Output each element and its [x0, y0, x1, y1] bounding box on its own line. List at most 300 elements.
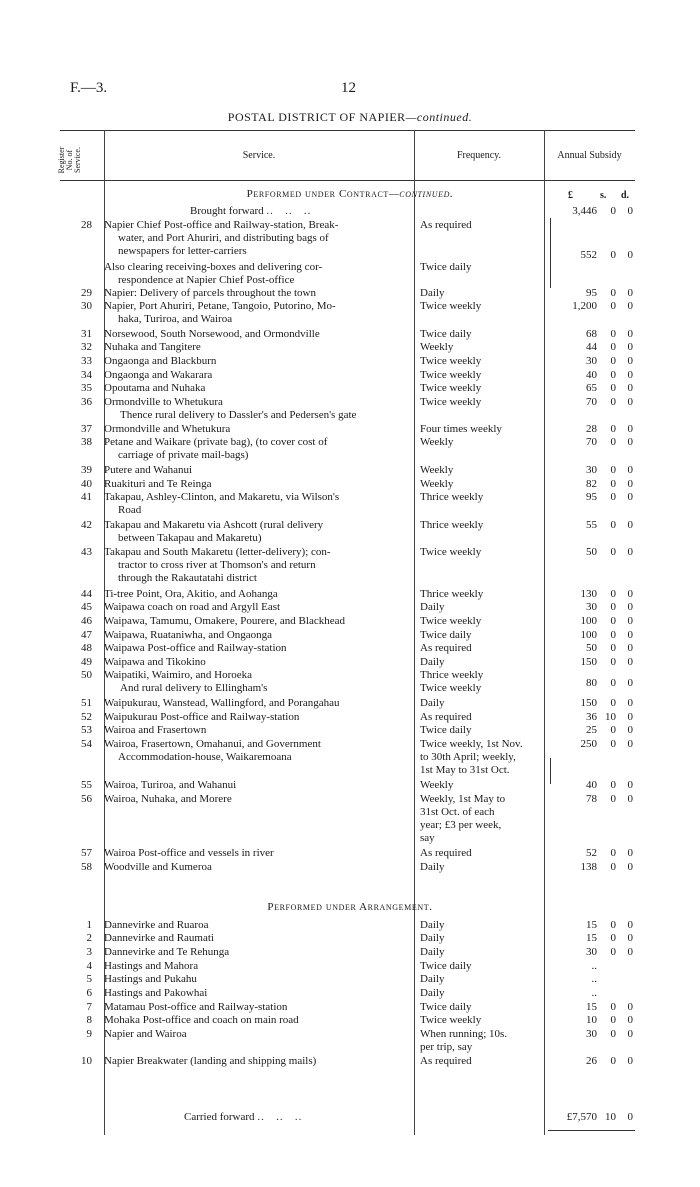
amount-shillings: 0: [610, 932, 616, 944]
service-description: [104, 382, 410, 395]
frequency-value: [420, 491, 540, 504]
amount-shillings: 0: [610, 629, 616, 641]
frequency-value: [420, 656, 540, 669]
frequency-line: As required: [420, 642, 472, 654]
frequency-line: Twice daily: [420, 960, 472, 972]
amount-pounds: 70: [586, 436, 597, 448]
document-code: F.—3.: [70, 80, 108, 96]
amount-pounds: 250: [580, 738, 597, 750]
total-rule: [548, 1130, 635, 1131]
frequency-value: [420, 355, 540, 368]
amount-shillings: 0: [610, 642, 616, 654]
register-column-header: [58, 140, 98, 180]
amount-pounds: 80: [586, 677, 597, 689]
amount-pounds: 30: [586, 355, 597, 367]
amount-pence: 0: [627, 932, 633, 944]
frequency-value: [420, 669, 540, 695]
amount-shillings: 0: [610, 464, 616, 476]
frequency-value: [420, 711, 540, 724]
service-line: Ruakituri and Te Reinga: [104, 478, 212, 490]
amount-pence: 0: [627, 1014, 633, 1026]
service-description: [104, 973, 410, 986]
register-number: 29: [81, 287, 92, 299]
amount-pounds: 3,446: [572, 205, 597, 217]
amount-shillings: 0: [610, 355, 616, 367]
amount-pence: 0: [627, 615, 633, 627]
register-number: 43: [81, 546, 92, 558]
frequency-line: Four times weekly: [420, 423, 502, 435]
amount-pence: 0: [627, 601, 633, 613]
register-number: 2: [86, 932, 92, 944]
amount-shillings: 0: [610, 341, 616, 353]
register-number: 28: [81, 219, 92, 231]
frequency-value: [420, 519, 540, 532]
register-number: 55: [81, 779, 92, 791]
service-description: [104, 779, 410, 792]
amount-shillings: 0: [610, 793, 616, 805]
frequency-line: As required: [420, 847, 472, 859]
amount-pence: 0: [627, 355, 633, 367]
amount-pounds: 138: [580, 861, 597, 873]
frequency-line: Twice weekly: [420, 1014, 482, 1026]
amount-shillings: 0: [610, 601, 616, 613]
frequency-value: [420, 300, 540, 313]
amount-pence: 0: [627, 861, 633, 873]
service-description: [104, 219, 410, 258]
frequency-line: Weekly: [420, 464, 454, 476]
amount-pence: 0: [627, 946, 633, 958]
brought-forward-text: Brought forward: [190, 205, 264, 217]
frequency-line: Daily: [420, 973, 445, 985]
frequency-line: Thrice weekly: [420, 588, 484, 600]
frequency-line: Daily: [420, 656, 445, 668]
amount-pounds: 10: [586, 1014, 597, 1026]
frequency-line: Twice daily: [420, 1001, 472, 1013]
frequency-value: [420, 946, 540, 959]
frequency-line: Twice weekly: [420, 546, 482, 558]
subsidy-brace: [550, 218, 551, 288]
frequency-value: [420, 341, 540, 354]
amount-pence: 0: [627, 711, 633, 723]
amount-shillings: 0: [610, 861, 616, 873]
page-number: 12: [341, 80, 356, 96]
register-number: 8: [86, 1014, 92, 1026]
frequency-line: to 30th April; weekly,: [420, 751, 516, 763]
amount-pounds: £7,570: [566, 1111, 597, 1123]
frequency-line: Thrice weekly: [420, 519, 484, 531]
amount-pence: 0: [627, 588, 633, 600]
frequency-line: Twice weekly: [420, 682, 482, 694]
frequency-value: [420, 328, 540, 341]
register-header-line: Register: [57, 146, 66, 174]
frequency-value: [420, 697, 540, 710]
amount-shillings: 0: [610, 382, 616, 394]
service-description: [104, 328, 410, 341]
amount-pounds: 150: [580, 656, 597, 668]
frequency-line: Twice daily: [420, 724, 472, 736]
service-line: Ongaonga and Wakarara: [104, 369, 213, 381]
frequency-value: [420, 861, 540, 874]
service-description: [104, 287, 410, 300]
amount-shillings: 0: [610, 588, 616, 600]
register-number: 30: [81, 300, 92, 312]
amount-shillings: 0: [610, 287, 616, 299]
register-number: 48: [81, 642, 92, 654]
amount-pounds: 15: [586, 919, 597, 931]
frequency-line: Thrice weekly: [420, 491, 484, 503]
frequency-line: Twice weekly, 1st Nov.: [420, 738, 523, 750]
frequency-line: Daily: [420, 946, 445, 958]
register-number: 38: [81, 436, 92, 448]
frequency-line: Daily: [420, 287, 445, 299]
frequency-line: Daily: [420, 861, 445, 873]
amount-shillings: 0: [610, 779, 616, 791]
frequency-value: [420, 779, 540, 792]
amount-pounds: 68: [586, 328, 597, 340]
column-divider-frequency: [544, 130, 545, 1135]
amount-pounds: 36: [586, 711, 597, 723]
amount-shillings: 0: [610, 677, 616, 689]
service-line: through the Rakautatahi district: [118, 572, 257, 584]
service-line: Dannevirke and Ruaroa: [104, 919, 209, 931]
register-number: 49: [81, 656, 92, 668]
amount-pence: 0: [627, 464, 633, 476]
frequency-line: Daily: [420, 932, 445, 944]
service-line: Wairoa, Frasertown, Omahanui, and Government: [104, 738, 321, 750]
amount-shillings: 0: [610, 724, 616, 736]
register-number: 57: [81, 847, 92, 859]
title-text: POSTAL DISTRICT OF NAPIER: [227, 110, 406, 124]
service-line: Ormondville and Whetukura: [104, 423, 231, 435]
amount-shillings: 0: [610, 423, 616, 435]
service-line: respondence at Napier Chief Post-office: [118, 274, 295, 286]
service-line: And rural delivery to Ellingham's: [120, 682, 268, 694]
service-description: [104, 1028, 410, 1041]
amount-shillings: 0: [610, 519, 616, 531]
amount-pounds: 30: [586, 601, 597, 613]
service-line: water, and Port Ahuriri, and distributing bags of: [118, 232, 329, 244]
subsidy-column-header: Annual Subsidy: [557, 150, 622, 161]
register-number: 56: [81, 793, 92, 805]
amount-pence: 0: [627, 396, 633, 408]
register-number: 34: [81, 369, 92, 381]
register-number: 4: [86, 960, 92, 972]
frequency-value: [420, 1055, 540, 1068]
amount-pounds: 15: [586, 932, 597, 944]
frequency-value: [420, 987, 540, 1000]
service-description: [104, 919, 410, 932]
register-number: 1: [86, 919, 92, 931]
frequency-line: As required: [420, 219, 472, 231]
service-line: Ormondville to Whetukura: [104, 396, 223, 408]
service-description: [104, 300, 410, 326]
frequency-line: Twice weekly: [420, 355, 482, 367]
amount-shillings: 0: [610, 615, 616, 627]
frequency-value: [420, 919, 540, 932]
page-title: [0, 110, 700, 125]
service-description: [104, 960, 410, 973]
service-line: Napier and Wairoa: [104, 1028, 187, 1040]
amount-pence: 0: [627, 629, 633, 641]
register-number: 58: [81, 861, 92, 873]
service-description: [104, 436, 410, 462]
register-number: 5: [86, 973, 92, 985]
frequency-line: Twice weekly: [420, 382, 482, 394]
service-description: [104, 724, 410, 737]
service-description: [104, 847, 410, 860]
register-number: 36: [81, 396, 92, 408]
amount-pounds: 100: [580, 629, 597, 641]
service-line: Opoutama and Nuhaka: [104, 382, 206, 394]
service-description: [104, 946, 410, 959]
service-line: Hastings and Mahora: [104, 960, 199, 972]
amount-shillings: 0: [610, 300, 616, 312]
amount-pence: 0: [627, 919, 633, 931]
amount-pounds: 95: [586, 287, 597, 299]
section-heading-arrangement: Performed under Arrangement.: [267, 901, 433, 913]
amount-pence: 0: [627, 1001, 633, 1013]
amount-shillings: 0: [610, 1028, 616, 1040]
service-line: Woodville and Kumeroa: [104, 861, 212, 873]
frequency-value: [420, 464, 540, 477]
amount-pounds: 1,200: [572, 300, 597, 312]
service-line: Waipawa and Tikokino: [104, 656, 206, 668]
service-description: [104, 793, 410, 806]
frequency-value: [420, 1014, 540, 1027]
leader-dots: .. .. ..: [257, 1111, 303, 1123]
service-line: Wairoa, Nuhaka, and Morere: [104, 793, 232, 805]
amount-pence: 0: [627, 300, 633, 312]
title-suffix: —continued.: [405, 110, 473, 124]
frequency-line: 1st May to 31st Oct.: [420, 764, 510, 776]
frequency-value: [420, 738, 540, 777]
amount-pounds: 50: [586, 546, 597, 558]
register-number: 32: [81, 341, 92, 353]
service-line: between Takapau and Makaretu): [118, 532, 262, 544]
section-label: Performed under Contract: [246, 188, 389, 200]
amount-pence: 0: [627, 793, 633, 805]
service-line: Napier: Delivery of parcels throughout the town: [104, 287, 316, 299]
frequency-line: Twice weekly: [420, 300, 482, 312]
register-number: 46: [81, 615, 92, 627]
amount-pounds: ..: [591, 960, 597, 972]
frequency-value: [420, 960, 540, 973]
frequency-line: Twice daily: [420, 261, 472, 273]
amount-pence: 0: [627, 369, 633, 381]
frequency-line: Twice daily: [420, 629, 472, 641]
service-description: [104, 491, 410, 517]
brought-forward-label: [104, 205, 452, 218]
service-line: Dannevirke and Te Rehunga: [104, 946, 230, 958]
frequency-column-header: Frequency.: [456, 150, 502, 161]
service-line: Waipukurau Post-office and Railway-station: [104, 711, 300, 723]
service-description: [104, 1014, 410, 1027]
leader-dots: .. .. ..: [266, 205, 312, 217]
service-description: [104, 601, 410, 614]
carried-forward-label: [104, 1111, 452, 1124]
amount-pounds: 30: [586, 464, 597, 476]
unit-pence: d.: [621, 190, 630, 201]
amount-pence: 0: [627, 546, 633, 558]
amount-pence: 0: [627, 287, 633, 299]
service-description: [104, 546, 410, 585]
service-line: Waipawa, Tamumu, Omakere, Pourere, and Blackhead: [104, 615, 345, 627]
service-description: [104, 588, 410, 601]
amount-pence: 0: [627, 677, 633, 689]
amount-pounds: 25: [586, 724, 597, 736]
amount-pence: 0: [627, 328, 633, 340]
amount-pence: 0: [627, 642, 633, 654]
service-line: Waipawa Post-office and Railway-station: [104, 642, 287, 654]
service-description: [104, 656, 410, 669]
amount-pounds: 55: [586, 519, 597, 531]
service-line: Napier, Port Ahuriri, Petane, Tangoio, Putorino, Mo-: [104, 300, 336, 312]
service-description: [104, 629, 410, 642]
frequency-value: [420, 423, 540, 436]
amount-pounds: 82: [586, 478, 597, 490]
frequency-value: [420, 1001, 540, 1014]
frequency-value: [420, 615, 540, 628]
amount-shillings: 0: [610, 205, 616, 217]
amount-shillings: 0: [610, 396, 616, 408]
amount-shillings: 0: [610, 328, 616, 340]
service-description: [104, 369, 410, 382]
table-header-rule: [60, 180, 635, 181]
frequency-line: year; £3 per week,: [420, 819, 502, 831]
amount-pounds: 30: [586, 946, 597, 958]
register-number: 54: [81, 738, 92, 750]
register-number: 44: [81, 588, 92, 600]
frequency-line: Weekly: [420, 478, 454, 490]
service-line: Hastings and Pakowhai: [104, 987, 208, 999]
amount-shillings: 0: [610, 1001, 616, 1013]
register-header-line: Service.: [73, 147, 82, 173]
service-line: newspapers for letter-carriers: [118, 245, 247, 257]
amount-pounds: 78: [586, 793, 597, 805]
amount-pounds: 552: [580, 249, 597, 261]
amount-pounds: 28: [586, 423, 597, 435]
amount-pence: 0: [627, 1028, 633, 1040]
service-description: [104, 519, 410, 545]
amount-pence: 0: [627, 1055, 633, 1067]
frequency-line: per trip, say: [420, 1041, 473, 1053]
unit-shillings: s.: [600, 190, 607, 201]
service-description: [104, 396, 410, 422]
service-description: [104, 669, 410, 695]
service-line: Norsewood, South Norsewood, and Ormondville: [104, 328, 320, 340]
service-line: Takapau and Makaretu via Ashcott (rural delivery: [104, 519, 324, 531]
service-line: Napier Chief Post-office and Railway-station, Break-: [104, 219, 339, 231]
service-description: [104, 464, 410, 477]
service-line: Also clearing receiving-boxes and delivering cor-: [104, 261, 323, 273]
service-line: Ongaonga and Blackburn: [104, 355, 217, 367]
register-number: 6: [86, 987, 92, 999]
frequency-value: [420, 973, 540, 986]
amount-pounds: 65: [586, 382, 597, 394]
subsidy-brace: [550, 758, 551, 784]
service-line: Nuhaka and Tangitere: [104, 341, 201, 353]
amount-pounds: 50: [586, 642, 597, 654]
amount-shillings: 0: [610, 546, 616, 558]
amount-pounds: ..: [591, 987, 597, 999]
frequency-line: Twice weekly: [420, 396, 482, 408]
amount-shillings: 10: [605, 1111, 616, 1123]
amount-pence: 0: [627, 382, 633, 394]
frequency-value: [420, 546, 540, 559]
amount-shillings: 0: [610, 946, 616, 958]
service-description: [104, 423, 410, 436]
register-number: 42: [81, 519, 92, 531]
service-description: [104, 861, 410, 874]
register-number: 45: [81, 601, 92, 613]
frequency-value: [420, 793, 540, 845]
frequency-value: [420, 724, 540, 737]
amount-pounds: 150: [580, 697, 597, 709]
frequency-line: Twice daily: [420, 328, 472, 340]
frequency-line: Thrice weekly: [420, 669, 484, 681]
frequency-line: Daily: [420, 601, 445, 613]
amount-pounds: 40: [586, 779, 597, 791]
service-description: [104, 261, 410, 287]
frequency-line: say: [420, 832, 435, 844]
amount-pounds: 70: [586, 396, 597, 408]
table-top-rule: [60, 130, 635, 131]
amount-shillings: 0: [610, 847, 616, 859]
amount-pounds: 44: [586, 341, 597, 353]
frequency-line: Weekly: [420, 779, 454, 791]
service-line: Dannevirke and Raumati: [104, 932, 214, 944]
frequency-value: [420, 629, 540, 642]
frequency-line: Daily: [420, 697, 445, 709]
amount-pence: 0: [627, 205, 633, 217]
amount-pounds: ..: [591, 973, 597, 985]
frequency-value: [420, 287, 540, 300]
service-description: [104, 738, 410, 764]
carried-forward-text: Carried forward: [184, 1111, 255, 1123]
amount-pence: 0: [627, 491, 633, 503]
frequency-line: As required: [420, 1055, 472, 1067]
amount-pence: 0: [627, 656, 633, 668]
register-number: 33: [81, 355, 92, 367]
amount-pounds: 40: [586, 369, 597, 381]
service-line: Waipukurau, Wanstead, Wallingford, and Porangahau: [104, 697, 340, 709]
amount-pounds: 15: [586, 1001, 597, 1013]
frequency-value: [420, 261, 540, 274]
column-divider-service: [414, 130, 415, 1135]
amount-pence: 0: [627, 724, 633, 736]
register-number: 10: [81, 1055, 92, 1067]
service-line: Mohaka Post-office and coach on main road: [104, 1014, 299, 1026]
amount-pence: 0: [627, 423, 633, 435]
amount-pence: 0: [627, 249, 633, 261]
unit-pounds: £: [568, 190, 573, 201]
service-line: Petane and Waikare (private bag), (to cover cost of: [104, 436, 328, 448]
register-number: 47: [81, 629, 92, 641]
service-description: [104, 478, 410, 491]
frequency-value: [420, 396, 540, 409]
frequency-value: [420, 1028, 540, 1054]
amount-pounds: 95: [586, 491, 597, 503]
register-number: 3: [86, 946, 92, 958]
frequency-value: [420, 436, 540, 449]
frequency-line: Twice weekly: [420, 615, 482, 627]
register-number: 41: [81, 491, 92, 503]
service-description: [104, 341, 410, 354]
register-header-line: No. of: [65, 149, 74, 171]
register-number: 40: [81, 478, 92, 490]
amount-pence: 0: [627, 779, 633, 791]
register-number: 39: [81, 464, 92, 476]
